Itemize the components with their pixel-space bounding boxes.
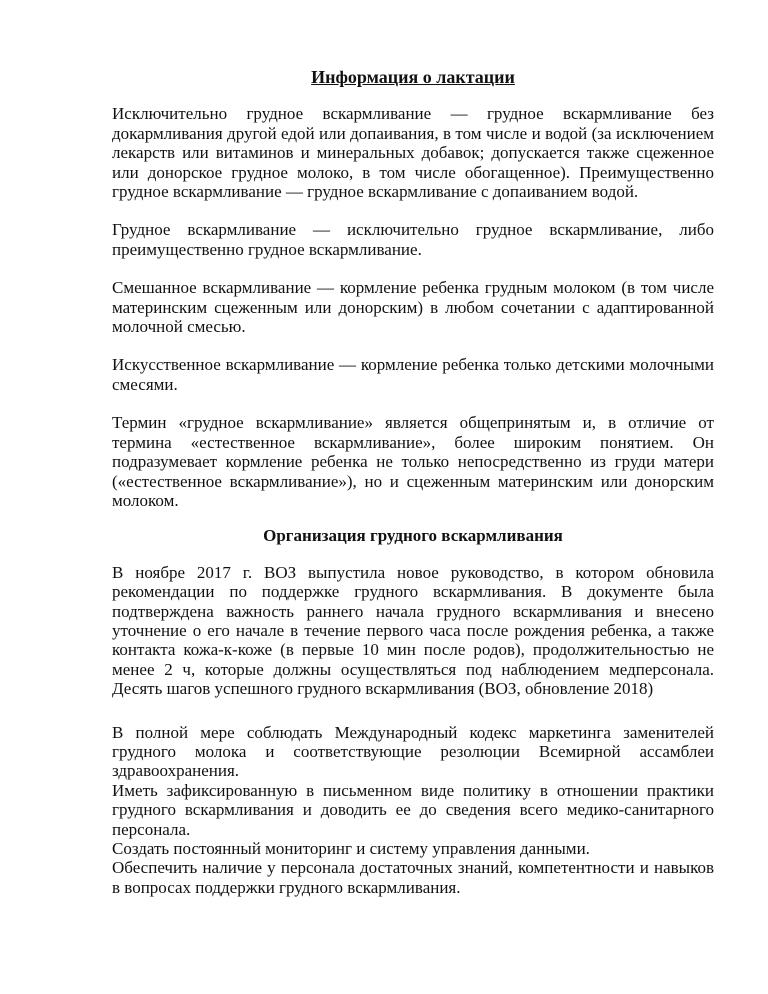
paragraph-mixed-feeding: Смешанное вскармливание — кормление ребенка грудным молоком (в том числе материнским сцеженным или донорским) в любом сочетании с адаптированной молочной смесью.	[112, 278, 714, 337]
document-title: Информация о лактации	[311, 67, 515, 87]
step-item-4: Обеспечить наличие у персонала достаточных знаний, компетентности и навыков в вопросах поддержки грудного вскармливания.	[112, 858, 714, 897]
step-item-2: Иметь зафиксированную в письменном виде политику в отношении практики грудного вскармливания и доводить ее до сведения всего медико-санитарного персонала.	[112, 780, 714, 839]
document-page	[112, 60, 714, 897]
paragraph-exclusive-breastfeeding: Исключительно грудное вскармливание — грудное вскармливание без докармливания другой едой или допаивания, в том числе и водой (за исключением лекарств или витаминов и минеральных добавок; допускается также сцеженное или донорское грудное молоко, в том числе обогащенное). Преимущественно грудное вскармливание — грудное вскармливание с допаиванием водой.	[112, 104, 714, 202]
paragraph-term-definition: Термин «грудное вскармливание» является общепринятым и, в отличие от термина «естественное вскармливание», более широким понятием. Он подразумевает кормление ребенка не только непосредственно из груди матери («естественное вскармливание»), но и сцеженным материнским или донорским молоком.	[112, 413, 714, 510]
paragraph-breastfeeding-definition: Грудное вскармливание — исключительно грудное вскармливание, либо преимущественно грудное вскармливание.	[112, 220, 714, 259]
section-title: Организация грудного вскармливания	[263, 526, 563, 546]
step-item-1: В полной мере соблюдать Международный кодекс маркетинга заменителей грудного молока и соответствующие резолюции Всемирной ассамблеи здравоохранения.	[112, 722, 714, 781]
paragraph-artificial-feeding: Искусственное вскармливание — кормление ребенка только детскими молочными смесями.	[112, 355, 714, 394]
step-item-3: Создать постоянный мониторинг и систему управления данными.	[112, 839, 590, 858]
paragraph-who-guidance: В ноябре 2017 г. ВОЗ выпустила новое руководство, в котором обновила рекомендации по поддержке грудного вскармливания. В документе была подтверждена важность раннего начала грудного вскармливания и внесено уточнение о его начале в течение первого часа после рождения ребенка, а также контакта кожа-к-коже (в первые 10 мин после родов), продолжительностью не менее 2 ч, которые должны осуществляться под наблюдением медперсонала. Десять шагов успешного грудного вскармливания (ВОЗ, обновление 2018)	[112, 562, 714, 699]
